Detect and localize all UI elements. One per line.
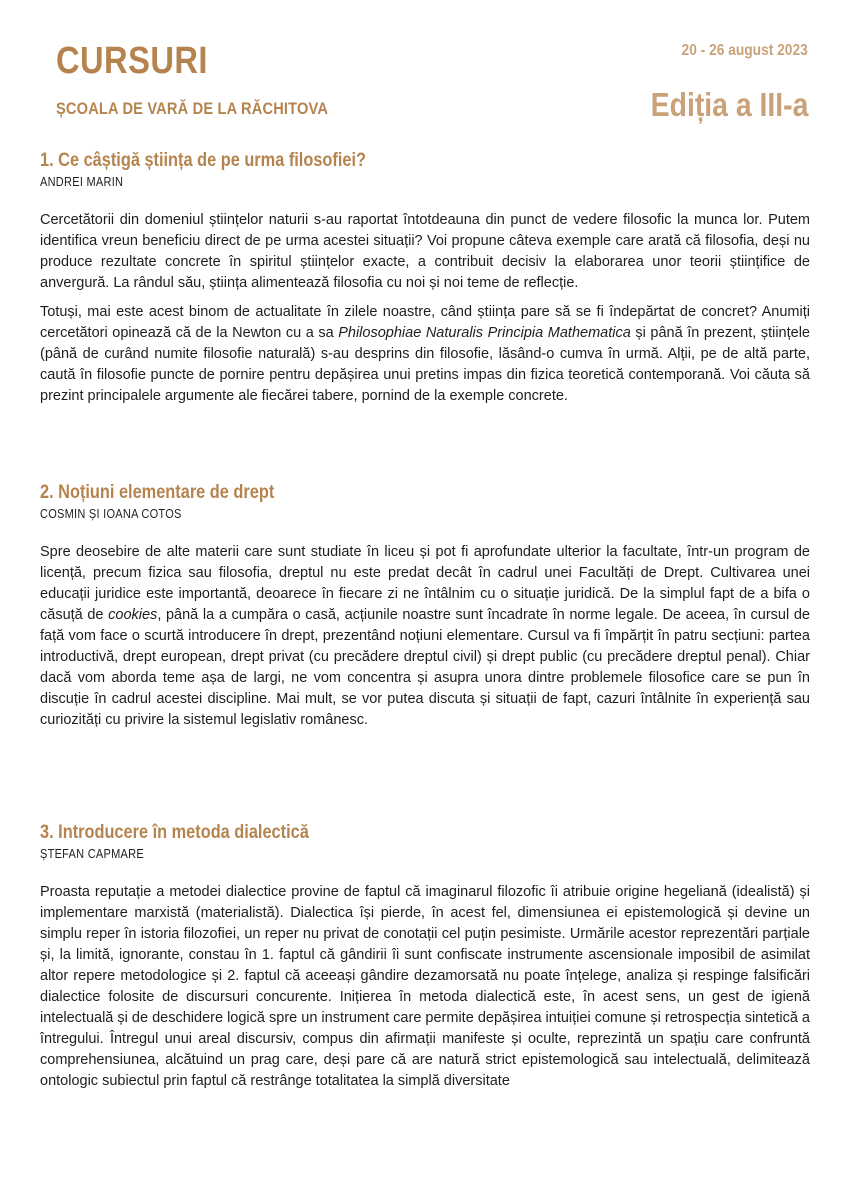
edition-label: Ediția a III-a (650, 86, 808, 123)
section-author: COSMIN ȘI IOANA COTOS (40, 507, 182, 521)
text-run: , până la a cumpăra o casă, acțiunile noastre sunt încadrate în norme legale. De aceea, în cursul de față vom face o scurtă introducere în drept, prezentând noțiuni elementare. Cursul va fi împărțit în patru secțiuni: partea introductivă, drept european, drept privat (cu precădere dreptul civil) și drept public (cu precădere dreptul penal). Chiar dacă vom aborda teme așa de largi, ne vom concentra și asupra unora dintre problemele filosofice care se pun în discuție în cadrul acestei discipline. Mai mult, se vor putea discuta și situații de fapt, cazuri întâlnite în experiență sau curiozități cu privire la sistemul legislativ românesc. (40, 607, 810, 728)
book-title-emphasis: Philosophiae Naturalis Principia Mathematica (338, 325, 631, 341)
section-paragraph (40, 302, 810, 407)
page-subtitle: ȘCOALA DE VARĂ DE LA RĂCHITOVA (56, 99, 329, 118)
course-section-1 (40, 150, 810, 407)
text-run: Spre deosebire de alte materii care sunt studiate în liceu și pot fi aprofundate ulterior la facultate, într-un program de licență, precum fizica sau filosofia, dreptul nu este predat decât în cadrul unei Facultăți de Drept. Cultivarea unei educații juridice este importantă, deoarece în fiecare zi ne întâlnim cu o situație juridică. De la simplul fapt de a bifa o căsuță de (40, 544, 810, 623)
term-emphasis: cookies (108, 607, 158, 623)
course-section-2 (40, 482, 810, 731)
section-title: 2. Noțiuni elementare de drept (40, 482, 275, 503)
event-date: 20 - 26 august 2023 (681, 42, 808, 59)
section-title: 1. Ce câștigă știința de pe urma filosofiei? (40, 150, 366, 171)
section-paragraph: Proasta reputație a metodei dialectice provine de faptul că imaginarul filozofic îi atribuie origine hegeliană (idealistă) și implementare marxistă (materialistă). Dialectica își pierde, în acest fel, dimensiunea ei epistemologică și devine un simplu reper în istoria filozofiei, un reper nu privat de conotații cel puțin pesimiste. Urmările acestor reprezentări parțiale și, la limită, ignorante, constau în 1. faptul că gândirii îi sunt confiscate instrumente ascensionale imposibil de asimilat altor repere metodologice și 2. faptul că aceeași gândire dezamorsată nu poate înțelege, analiza și respinge falsificări dialectice folosite de discursuri concurente. Inițierea în metoda dialectică este, în acest sens, un gest de igienă intelectuală și de deschidere logică spre un instrument care permite depășirea intuiției comune și retrospecția sintetică a întregului. Întregul unui areal discursiv, compus din afirmații manifeste și oculte, reprezintă un spațiu care confruntă comprehensiunea, alcătuind un prag care, deși pare că are natură strict epistemologică sau intelectuală, delimitează ontologic subiectul prin faptul că restrânge totalitatea la simplă diversitate (40, 884, 810, 1089)
page-title: CURSURI (56, 40, 208, 82)
course-section-3 (40, 822, 810, 1092)
section-author: ȘTEFAN CAPMARE (40, 847, 144, 861)
section-paragraph (40, 542, 810, 731)
text-run: Totuși, mai este acest binom de actualitate în zilele noastre, când știința pare să se fi îndepărtat de concret? Anumiți cercetători opinează că de la Newton cu a sa (40, 304, 810, 341)
section-paragraph: Cercetătorii din domeniul științelor naturii s-au raportat întotdeauna din punct de vedere filosofic la munca lor. Putem identifica vreun beneficiu direct de pe urma acestei situații? Voi propune câteva exemple care arată că filosofia, deși nu produce rezultate concrete în spiritul științelor exacte, a contribuit decisiv la elaborarea unor teorii științifice de anvergură. La rândul său, știința alimentează filosofia cu noi și noi teme de reflecție. (40, 212, 810, 291)
section-title: 3. Introducere în metoda dialectică (40, 822, 309, 843)
text-run: și până în prezent, științele (până de curând numite filosofie naturală) s-au desprins din filosofie, lăsând-o cumva în urmă. Alții, pe de altă parte, caută în filosofie puncte de pornire pentru depășirea unui pretins impas din fizica teoretică contemporană. Voi căuta să prezint principalele argumente ale fiecărei tabere, pornind de la exemple concrete. (40, 325, 810, 404)
section-author: ANDREI MARIN (40, 175, 124, 189)
